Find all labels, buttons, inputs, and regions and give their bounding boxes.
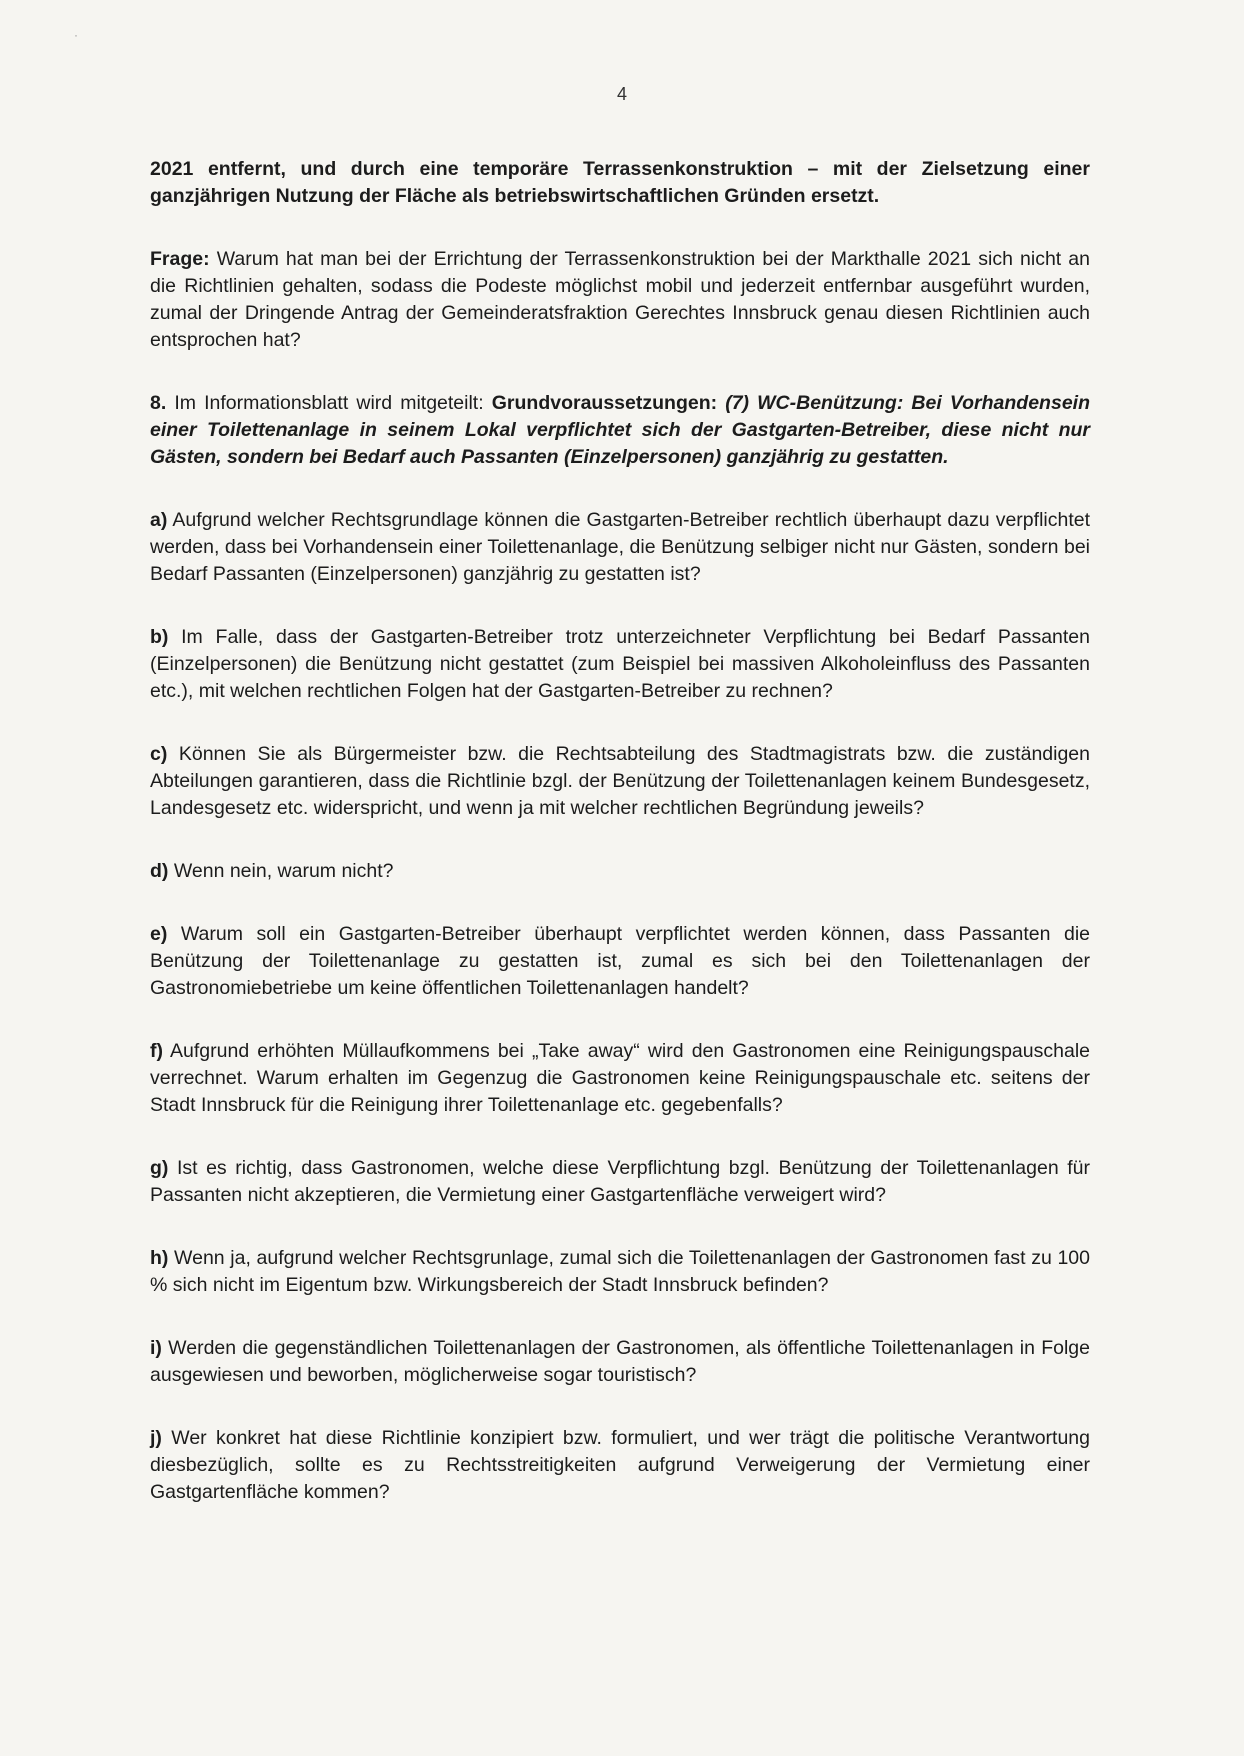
question-text: Wenn ja, aufgrund welcher Rechtsgrunlage, zumal sich die Toilettenanlagen der Gastronomen fast zu 100 % sich nicht im Eigentum bzw. Wirkungsbereich der Stadt Innsbruck befinden?	[150, 1247, 1090, 1296]
question-text: Im Falle, dass der Gastgarten-Betreiber trotz unterzeichneter Verpflichtung bei Bedarf Passanten (Einzelpersonen) die Benützung nicht gestattet (zum Beispiel bei massiven Alkoholeinfluss des Passanten etc.), mit welchen rechtlichen Folgen hat der Gastgarten-Betreiber zu rechnen?	[150, 626, 1090, 702]
question-label: f)	[150, 1040, 163, 1062]
question-d	[150, 858, 1090, 885]
page-number: 4	[616, 84, 627, 104]
document-body	[150, 156, 1090, 1542]
scan-mark: ·	[74, 28, 78, 42]
question-b	[150, 624, 1090, 705]
frage-paragraph	[150, 246, 1090, 354]
question-text: Wer konkret hat diese Richtlinie konzipiert bzw. formuliert, und wer trägt die politische Verantwortung diesbezüglich, sollte es zu Rechtsstreitigkeiten aufgrund Verweigerung der Vermietung einer Gastgartenfläche kommen?	[150, 1427, 1090, 1503]
item-8-bold-label: Grundvoraussetzungen:	[491, 392, 718, 414]
question-label: h)	[150, 1247, 169, 1269]
question-a	[150, 507, 1090, 588]
item-8-italic-text: (7) WC-Benützung: Bei Vorhandensein einer Toilettenanlage in seinem Lokal verpflichtet sich der Gastgarten-Betreiber, diese nicht nur Gästen, sondern bei Bedarf auch Passanten (Einzelpersonen) ganzjährig zu gestatten.	[150, 392, 1090, 468]
question-text: Aufgrund welcher Rechtsgrundlage können die Gastgarten-Betreiber rechtlich überhaupt dazu verpflichtet werden, dass bei Vorhandensein einer Toilettenanlage, die Benützung selbiger nicht nur Gästen, sondern bei Bedarf Passanten (Einzelpersonen) ganzjährig zu gestatten ist?	[150, 509, 1091, 585]
question-text: Warum soll ein Gastgarten-Betreiber überhaupt verpflichtet werden können, dass Passanten die Benützung der Toilettenanlage zu gestatten ist, zumal es sich bei den Toilettenanlagen der Gastronomiebetriebe um keine öffentlichen Toilettenanlagen handelt?	[150, 923, 1091, 999]
intro-paragraph: 2021 entfernt, und durch eine temporäre Terrassenkonstruktion – mit der Zielsetzung einer ganzjährigen Nutzung der Fläche als betriebswirtschaftlichen Gründen ersetzt.	[150, 158, 1090, 207]
question-label: e)	[150, 923, 168, 945]
question-text: Ist es richtig, dass Gastronomen, welche diese Verpflichtung bzgl. Benützung der Toilettenanlagen für Passanten nicht akzeptieren, die Vermietung einer Gastgartenfläche verweigert wird?	[150, 1157, 1090, 1206]
frage-label: Frage:	[150, 248, 210, 270]
question-f	[150, 1038, 1090, 1119]
frage-text: Warum hat man bei der Errichtung der Terrassenkonstruktion bei der Markthalle 2021 sich nicht an die Richtlinien gehalten, sodass die Podeste möglichst mobil und jederzeit entfernbar ausgeführt wurden, zumal der Dringende Antrag der Gemeinderatsfraktion Gerechtes Innsbruck genau diesen Richtlinien auch entsprochen hat?	[150, 248, 1090, 351]
question-c	[150, 741, 1090, 822]
question-text: Werden die gegenständlichen Toilettenanlagen der Gastronomen, als öffentliche Toilettenanlagen in Folge ausgewiesen und beworben, möglicherweise sogar touristisch?	[150, 1337, 1090, 1386]
question-label: c)	[150, 743, 168, 765]
question-label: i)	[150, 1337, 162, 1359]
question-g	[150, 1155, 1090, 1209]
item-8-number: 8.	[150, 392, 167, 414]
question-i	[150, 1335, 1090, 1389]
question-j	[150, 1425, 1090, 1506]
item-8-lead: Im Informationsblatt wird mitgeteilt:	[174, 392, 484, 414]
question-label: j)	[150, 1427, 162, 1449]
question-h	[150, 1245, 1090, 1299]
question-text: Können Sie als Bürgermeister bzw. die Rechtsabteilung des Stadtmagistrats bzw. die zuständigen Abteilungen garantieren, dass die Richtlinie bzgl. der Benützung der Toilettenanlagen keinem Bundesgesetz, Landesgesetz etc. widerspricht, und wenn ja mit welcher rechtlichen Begründung jeweils?	[150, 743, 1090, 819]
question-label: b)	[150, 626, 169, 648]
question-text: Wenn nein, warum nicht?	[173, 860, 394, 882]
question-e	[150, 921, 1090, 1002]
item-8-paragraph	[150, 390, 1090, 471]
question-label: g)	[150, 1157, 169, 1179]
question-label: d)	[150, 860, 169, 882]
question-text: Aufgrund erhöhten Müllaufkommens bei „Take away“ wird den Gastronomen eine Reinigungspauschale verrechnet. Warum erhalten im Gegenzug die Gastronomen keine Reinigungspauschale etc. seitens der Stadt Innsbruck für die Reinigung ihrer Toilettenanlage etc. gegebenfalls?	[150, 1040, 1090, 1116]
question-label: a)	[150, 509, 168, 531]
